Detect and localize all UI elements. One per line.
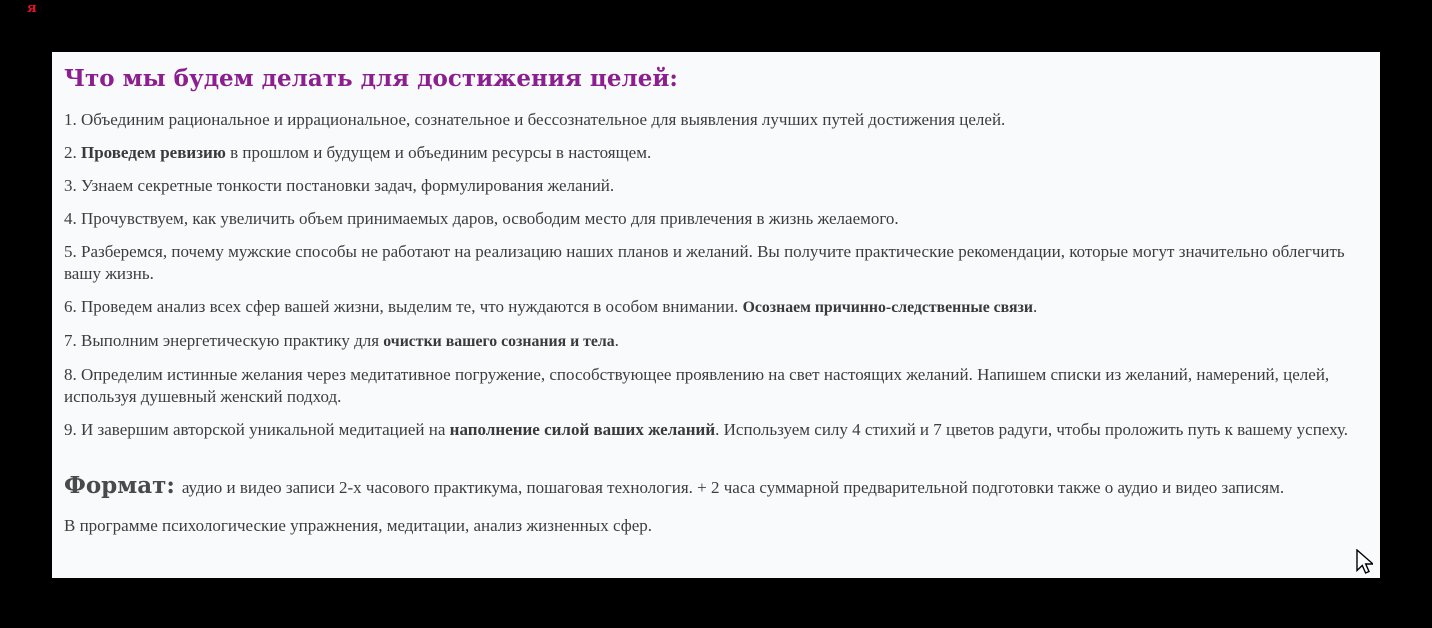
content-panel (52, 52, 1380, 578)
list-item-text: 5. Разберемся, почему мужские способы не работают на реализацию наших планов и желаний. Вы получите практические рекомендации, которые могут значительно облегчить вашу жизнь. (64, 242, 1345, 283)
list-item-7 (64, 330, 1366, 353)
footer-note: В программе психологические упражнения, медитации, анализ жизненных сфер. (64, 516, 653, 535)
list-item-text: 9. И завершим авторской уникальной медитацией на (64, 420, 450, 439)
list-item-bold: Осознаем причинно-следственные связи (742, 299, 1033, 316)
list-item-text: 3. Узнаем секретные тонкости постановки задач, формулирования желаний. (64, 176, 615, 195)
list-item-3 (64, 175, 1366, 197)
list-item-text: 1. Объединим рациональное и иррациональное, сознательное и бессознательное для выявления лучших путей достижения целей. (64, 110, 1006, 129)
list-item-text: . (614, 331, 619, 350)
list-item-text: 8. Определим истинные желания через медитативное погружение, способствующее проявлению на свет настоящих желаний. Напишем списки из желаний, намерений, целей, используя душевный женский подход. (64, 365, 1330, 406)
list-item-text: 4. Прочувствуем, как увеличить объем принимаемых даров, освободим место для привлечения в жизнь желаемого. (64, 209, 899, 228)
list-item-text: . Используем силу 4 стихий и 7 цветов радуги, чтобы проложить путь к вашему успеху. (715, 420, 1349, 439)
corner-mark: я (27, 1, 37, 16)
list-item-4 (64, 208, 1366, 230)
list-item-6 (64, 296, 1366, 319)
list-item-bold: наполнение силой ваших желаний (449, 420, 716, 439)
list-item-9 (64, 419, 1366, 441)
page-title: Что мы будем делать для достижения целей: (64, 65, 678, 92)
format-line (64, 471, 1366, 503)
list-item-bold: Проведем ревизию (81, 143, 226, 162)
list-item-text: . (1033, 297, 1038, 316)
list-item-text: в прошлом и будущем и объединим ресурсы в настоящем. (225, 143, 652, 162)
list-item-5 (64, 241, 1366, 285)
format-text: аудио и видео записи 2-х часового практикума, пошаговая технология. + 2 часа суммарной предварительной подготовки также о аудио и видео записям. (181, 478, 1285, 497)
list-item-bold: очистки вашего сознания и тела (383, 333, 615, 350)
list-item-text: 6. Проведем анализ всех сфер вашей жизни, выделим те, что нуждаются в особом внимании. (64, 297, 743, 316)
list-item-text: 7. Выполним энергетическую практику для (64, 331, 384, 350)
list-item-1 (64, 109, 1366, 131)
format-label: Формат: (64, 472, 175, 499)
list-item-8 (64, 364, 1366, 408)
list-item-text: 2. (64, 143, 81, 162)
list-item-2 (64, 142, 1366, 164)
